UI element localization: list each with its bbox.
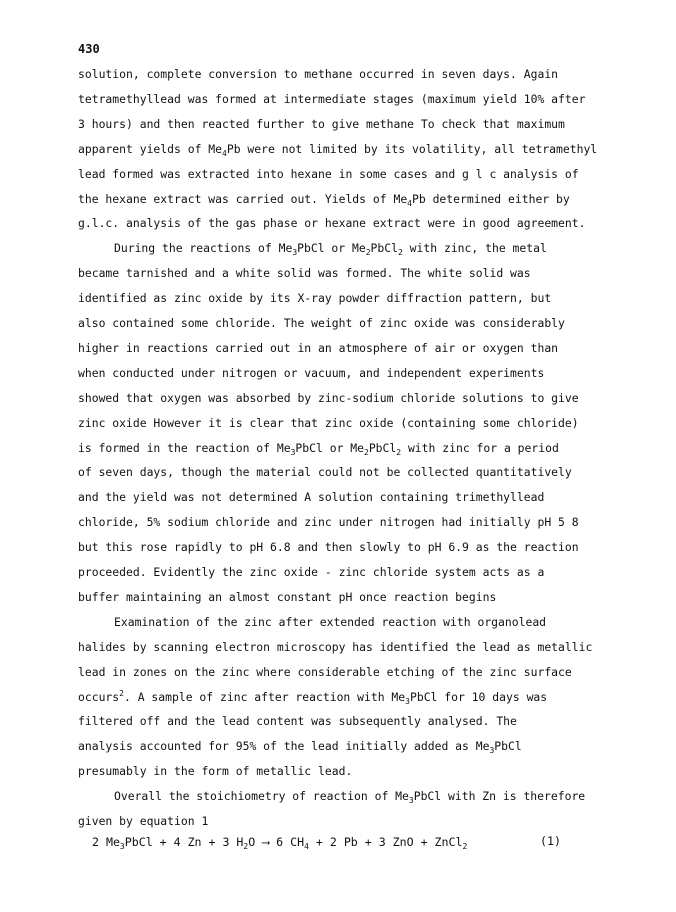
text-segment: 2 [364,447,369,457]
page-number: 430 [78,42,100,56]
text-line [78,489,544,505]
text-line [78,66,558,82]
text-segment: also contained some chloride. The weight of zinc oxide was considerably [78,316,565,330]
text-segment: 3 [489,746,495,756]
text-segment: given by equation 1 [78,814,209,828]
text-line [114,240,547,256]
text-segment: with zinc, the metal [402,241,547,256]
text-segment: lead in zones on the zinc where considerable etching of the zinc surface [78,664,572,679]
text-segment: of seven days, though the material could not be collected quantitatively [78,465,572,480]
text-line [78,290,551,306]
text-line [78,340,558,356]
text-line [78,464,572,480]
text-line [78,738,522,754]
text-line [78,664,572,680]
text-segment: Overall the stoichiometry of reaction of Me [114,789,409,804]
text-segment: is formed in the reaction of Me [78,440,291,455]
equation-number: (1) [540,834,561,848]
text-segment: 3 [119,842,125,851]
text-line [78,265,531,281]
text-segment: 3 [408,796,414,806]
text-segment: lead formed was extracted into hexane in some cases and g l c analysis of [78,166,579,181]
text-segment: 2 [119,688,124,698]
text-segment: filtered off and the lead content was subsequently analysed. The [78,714,517,729]
text-segment: and the yield was not determined A solution containing trimethyllead [78,490,545,505]
text-segment: became tarnished and a white solid was formed. The white solid was [78,266,531,281]
text-segment: higher in reactions carried out in an atmosphere of air or oxygen than [78,340,559,355]
text-segment: Pb were not limited by its volatility, all tetramethyl [226,141,598,156]
text-segment: 2 [243,842,249,851]
text-segment: . A sample of zinc after reaction with Me [123,689,406,704]
text-segment: 2 [462,842,468,851]
text-line [78,763,352,779]
text-segment: with zinc for a period [401,440,559,455]
text-segment: occurs [78,689,120,704]
text-line [78,141,597,157]
text-segment: apparent yields of Me [78,141,223,156]
text-segment: 2 [365,248,371,258]
text-line [78,813,208,829]
text-segment: proceeded. Evidently the zinc oxide - zinc chloride system acts as a [78,565,545,579]
text-segment: PbCl with Zn is therefore [413,789,586,804]
text-segment: 2 [397,248,403,258]
text-segment: showed that oxygen was absorbed by zinc-sodium chloride solutions to give [78,390,579,405]
text-segment: buffer maintaining an almost constant pH once reaction begins [78,589,497,604]
text-line [78,539,579,555]
text-segment: zinc oxide However it is clear that zinc oxide (containing some chloride) [78,415,579,430]
text-segment: 3 [292,248,298,258]
text-segment: PbCl [368,440,397,455]
text-segment: 2 [396,447,402,457]
text-segment: when conducted under nitrogen or vacuum, and independent experiments [78,365,545,380]
text-line [78,689,547,705]
text-segment: During the reactions of Me [114,241,293,256]
text-line [78,116,565,132]
text-segment: but this rose rapidly to pH 6.8 and then slowly to pH 6.9 as the reaction [78,540,579,555]
text-segment: PbCl [370,241,398,256]
text-segment: halides by scanning electron microscopy has identified the lead as metallic [78,639,593,654]
text-line [78,514,579,530]
text-line [78,589,496,605]
text-segment: presumably in the form of metallic lead. [78,764,353,779]
text-segment: 4 [304,842,309,851]
text-segment: 4 [222,148,227,158]
text-segment: g.l.c. analysis of the gas phase or hexane extract were in good agreement. [78,216,586,231]
text-line [78,315,565,331]
text-segment: PbCl [494,739,522,754]
text-line [114,614,546,630]
text-segment: 3 [405,696,410,706]
text-segment: + 2 Pb + 3 ZnO + ZnCl [308,835,463,849]
text-line [78,166,579,182]
text-segment: O ⟶ 6 CH [248,835,305,849]
text-segment: PbCl for 10 days was [409,689,548,704]
text-segment: chloride, 5% sodium chloride and zinc under nitrogen had initially pH 5 8 [78,515,579,530]
text-segment: Pb determined either by [412,191,570,206]
text-segment: identified as zinc oxide by its X-ray powder diffraction pattern, but [78,291,552,306]
text-segment: solution, complete conversion to methane occurred in seven days. Again [78,67,559,81]
text-segment: tetramethyllead was formed at intermediate stages (maximum yield 10% after [78,91,586,106]
text-segment: PbCl or Me [297,241,366,256]
text-line [78,415,579,431]
text-line [78,713,517,729]
text-segment: 2 Me [92,835,120,849]
text-line [78,639,592,655]
text-segment: 3 [290,447,296,457]
text-segment: PbCl or Me [295,440,364,455]
text-segment: PbCl + 4 Zn + 3 H [124,835,244,849]
chemical-equation [92,834,467,850]
text-line [78,564,544,580]
text-line [78,365,544,381]
text-segment: analysis accounted for 95% of the lead initially added as Me [78,739,490,754]
text-line [78,390,579,406]
text-segment: the hexane extract was carried out. Yields of Me [78,191,408,206]
text-line [78,91,585,107]
text-line [78,191,570,207]
text-segment: Examination of the zinc after extended reaction with organolead [114,614,547,629]
text-line [78,215,585,231]
text-line [78,440,559,456]
text-segment: 4 [407,198,412,208]
text-line [114,788,585,804]
text-segment: 3 hours) and then reacted further to give methane To check that maximum [78,116,565,131]
